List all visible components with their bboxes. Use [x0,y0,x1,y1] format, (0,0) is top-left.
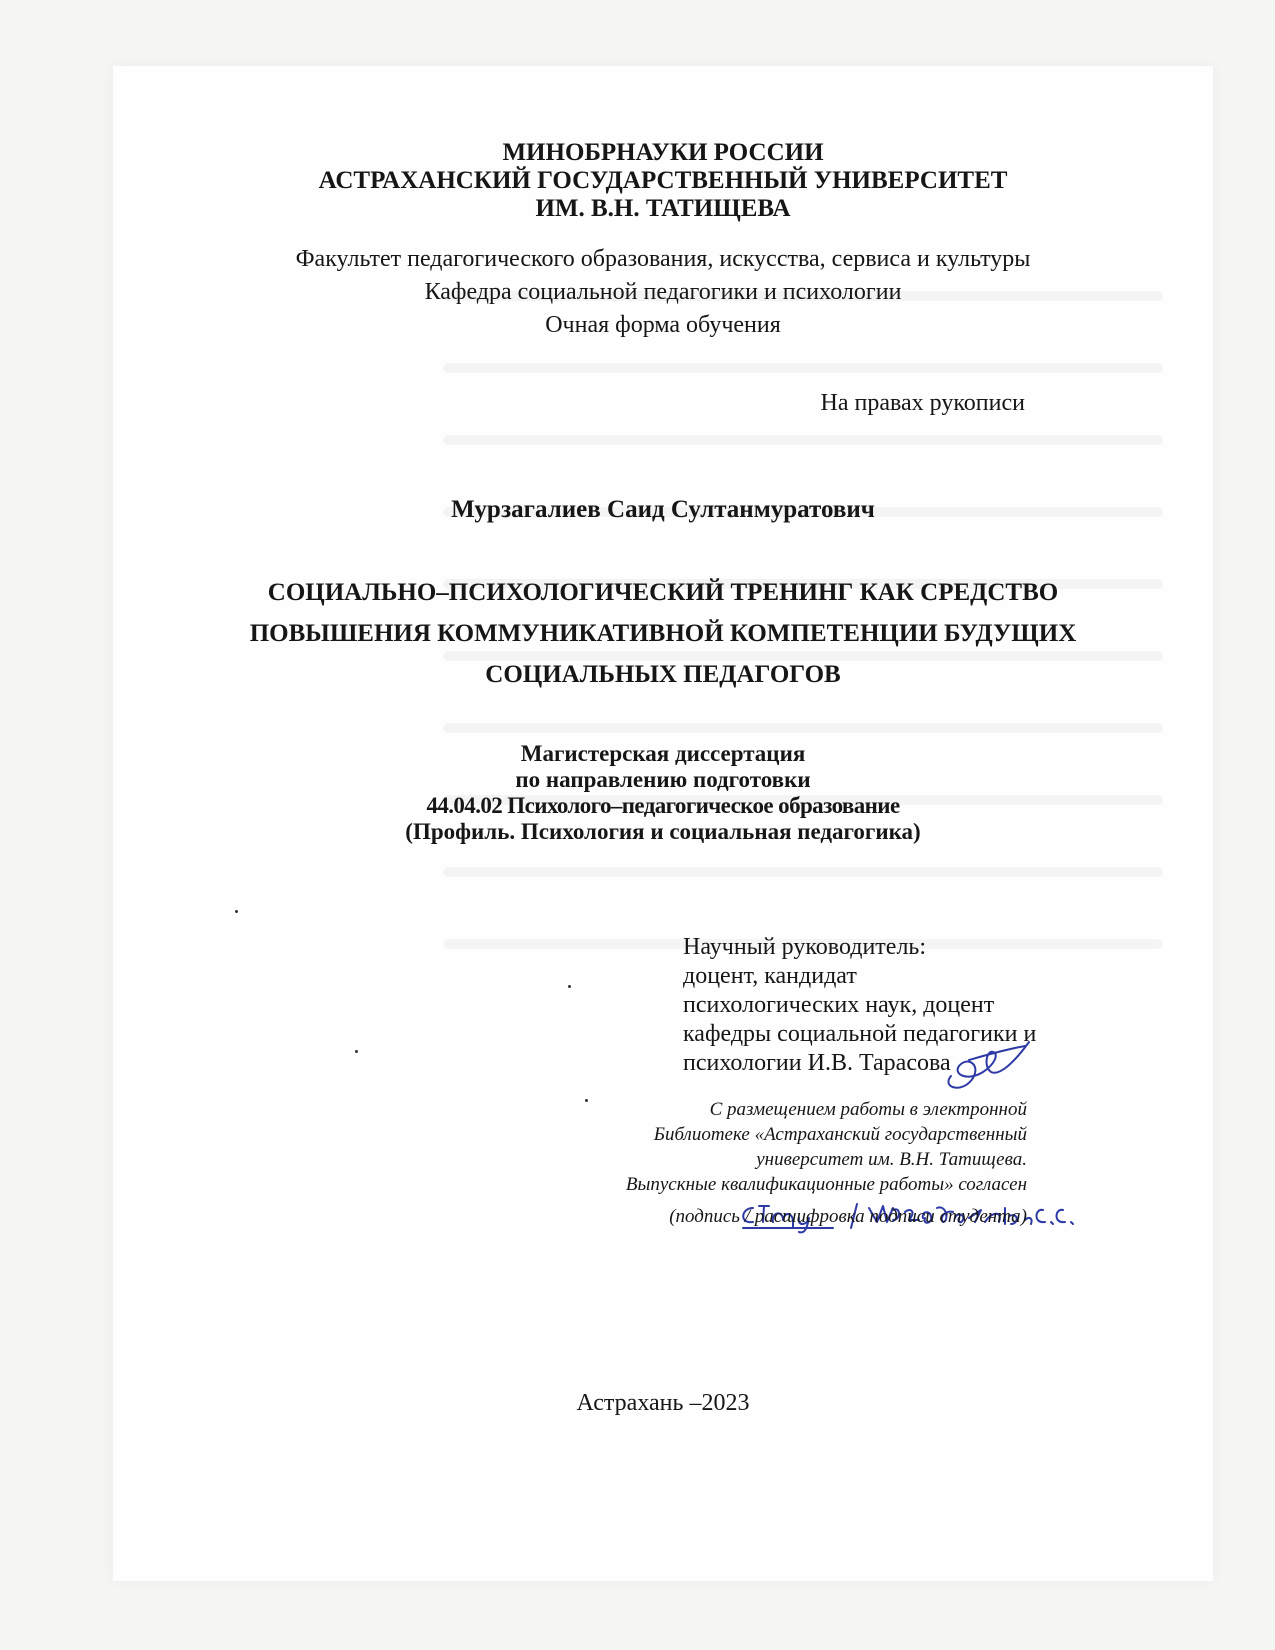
ministry-name: МИНОБРНАУКИ РОССИИ [502,139,824,166]
university-name-suffix: ИМ. В.Н. ТАТИЩЕВА [535,195,791,222]
supervisor-line: психологии И.В. Тарасова [683,1050,951,1076]
city-year: Астрахань –2023 [576,1390,750,1416]
supervisor-line: кафедры социальной педагогики и [683,1021,1037,1047]
degree-type: Магистерская диссертация [520,741,806,766]
thesis-title-line: СОЦИАЛЬНО–ПСИХОЛОГИЧЕСКИЙ ТРЕНИНГ КАК СРЕДСТВО [267,579,1059,606]
department-name: Кафедра социальной педагогики и психологии [424,279,902,305]
degree-direction-code: 44.04.02 Психолого–педагогическое образование [426,793,900,818]
supervisor-line: психологических наук, доцент [683,992,995,1018]
title-page [113,66,1213,1581]
signature-caption: (подпись / расшифровка подписи студента) [669,1206,1027,1227]
speck [568,985,571,988]
university-name: АСТРАХАНСКИЙ ГОСУДАРСТВЕННЫЙ УНИВЕРСИТЕТ [318,167,1008,194]
consent-line: Выпускные квалификационные работы» согласен [625,1174,1027,1195]
degree-profile: (Профиль. Психология и социальная педагогика) [405,819,921,844]
thesis-title-line: СОЦИАЛЬНЫХ ПЕДАГОГОВ [485,661,841,688]
speck [235,910,238,913]
faculty-name: Факультет педагогического образования, искусства, сервиса и культуры [295,246,1031,272]
consent-line: С размещением работы в электронной [709,1099,1027,1120]
speck [355,1050,358,1053]
degree-direction-label: по направлению подготовки [515,767,811,792]
thesis-title-line: ПОВЫШЕНИЯ КОММУНИКАТИВНОЙ КОМПЕТЕНЦИИ БУДУЩИХ [249,620,1077,647]
supervisor-line: доцент, кандидат [683,963,857,989]
rights-note: На правах рукописи [820,390,1025,416]
speck [585,1099,588,1102]
author-name: Мурзагалиев Саид Султанмуратович [451,496,875,523]
supervisor-signature [933,1036,1043,1096]
supervisor-line: Научный руководитель: [683,934,927,960]
consent-line: Библиотеке «Астраханский государственный [653,1124,1027,1145]
study-form: Очная форма обучения [545,312,781,338]
consent-line: университет им. В.Н. Татищева. [756,1149,1027,1170]
